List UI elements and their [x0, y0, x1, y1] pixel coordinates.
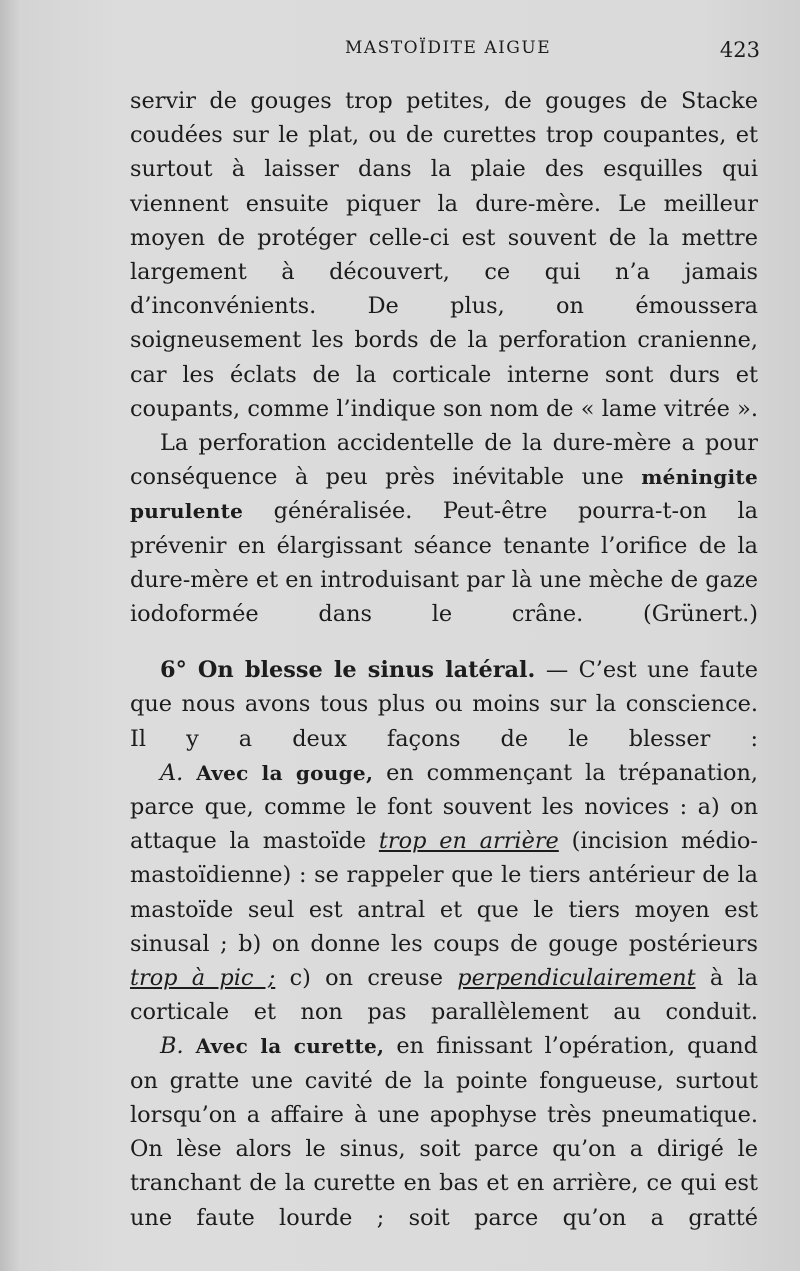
paragraph-1-text: servir de gouges trop petites, de gouges de Stacke coudées sur le plat, ou de curettes trop coupantes, et surtout à laisser dans la plaie des esquilles qui viennent ensuite piquer la dure-mère. Le meilleur moyen de protéger celle-ci est souvent de la mettre largement à découvert, ce qui n’a jamais d’inconvénients. De plus, on émoussera soigneusement les bords de la perforation cranienne, car les éclats de la corticale interne sont durs et coupants, comme l’indique son nom de « lame vitrée ».	[130, 88, 758, 422]
paragraph-5-text: en finissant l’opération, quand on gratte une cavité de la pointe fongueuse, surtout lorsqu’on a affaire à une apophyse très pneumatique. On lèse alors le sinus, soit parce qu’on a dirigé le tranchant de la curette en bas et en arrière, ce qui est une faute lourde ; soit parce qu’on a gratté	[130, 1033, 758, 1231]
paragraph-3-text: — C’est une faute que nous avons tous plus ou moins sur la conscience. Il y a deux façons de le blesser :	[130, 657, 758, 752]
page-number: 423	[719, 38, 760, 62]
paragraph-4-text-3: c) on creuse	[289, 965, 443, 992]
emphasis-trop-a-pic: trop à pic ;	[130, 965, 276, 992]
paragraph-2	[130, 426, 758, 631]
term-avec-la-curette: Avec la curette,	[195, 1034, 385, 1059]
term-avec-la-gouge: Avec la gouge,	[196, 760, 374, 785]
paragraph-4	[130, 756, 758, 1030]
paragraph-4-text-2: (incision médio-mastoïdienne) : se rappeler que le tiers antérieur de la mastoïde seul est antral et que le tiers moyen est sinusal ; b) on donne les coups de gouge postérieurs	[130, 828, 758, 957]
paragraph-4-text-4: à la corticale et non pas parallèlement au conduit.	[130, 965, 759, 1026]
item-letter-a: A.	[160, 759, 184, 786]
paragraph-4-text-1: en commençant la trépanation, parce que, comme le font souvent les novices : a) on attaque la mastoïde	[130, 759, 759, 855]
paragraph-5	[130, 1029, 758, 1234]
page-header	[130, 38, 760, 68]
emphasis-perpendiculairement: perpendiculairement	[457, 965, 696, 992]
term-meningite-purulente: méningite purulente	[130, 465, 758, 524]
item-letter-b: B.	[160, 1033, 184, 1060]
body-text	[130, 84, 758, 1235]
emphasis-trop-en-arriere: trop en arrière	[378, 828, 559, 855]
paragraph-1	[130, 84, 758, 426]
paragraph-3	[130, 653, 758, 756]
paragraph-2-text-after: généralisée. Peut-être pourra-t-on la prévenir en élargissant séance tenante l’orifice de la dure-mère et en introduisant par là une mèche de gaze iodoformée dans le crâne. (Grünert.)	[130, 498, 758, 628]
paragraph-2-text-before: La perforation accidentelle de la dure-mère a pour conséquence à peu près inévitable une	[130, 430, 758, 491]
section-heading-sinus-lateral: 6° On blesse le sinus latéral.	[160, 657, 536, 684]
running-head: MASTOÏDITE AIGUE	[345, 38, 552, 58]
